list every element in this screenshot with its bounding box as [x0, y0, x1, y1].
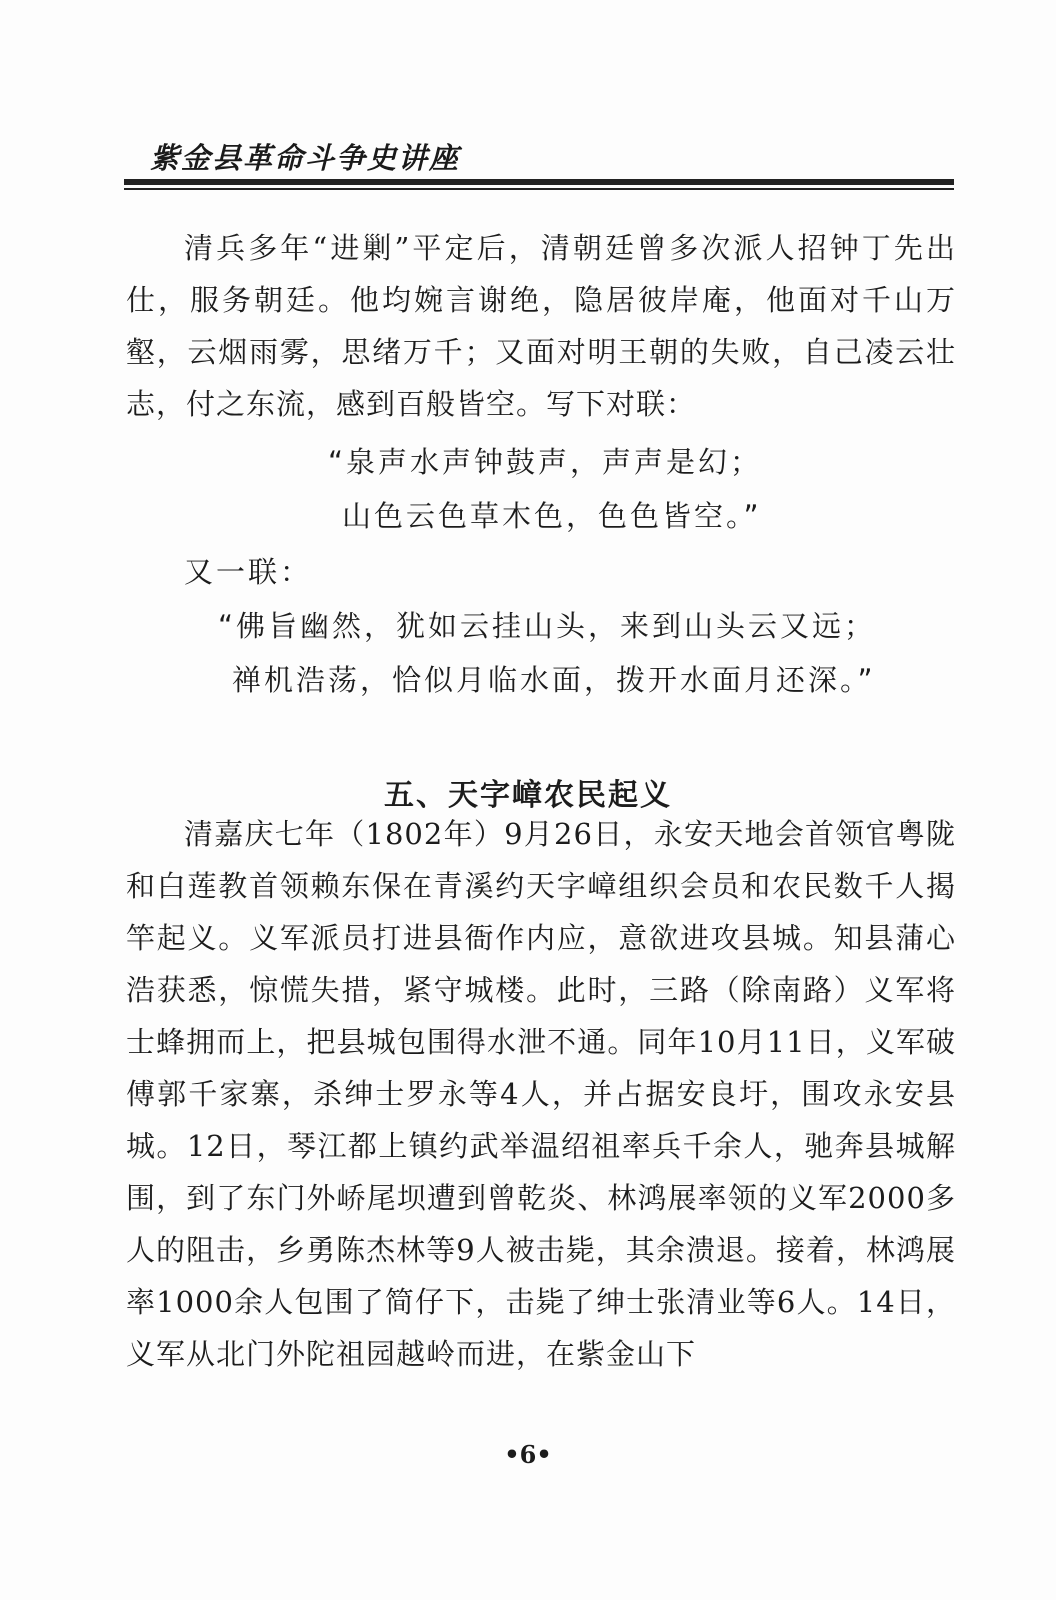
paragraph-2: 清嘉庆七年（1802年）9月26日，永安天地会首领官粤陇和白莲教首领赖东保在青溪约天字嶂组织会员和农民数千人揭竿起义。义军派员打进县衙作内应，意欲进攻县城。知县蒲心浩获悉，惊慌失措，紧守城楼。此时，三路（除南路）义军将士蜂拥而上，把县城包围得水泄不通。同年10月11日，义军破傅郭千家寨，杀绅士罗永等4人，并占据安良圩，围攻永安县城。12日，琴江都上镇约武举温绍祖率兵千余人，驰奔县城解围，到了东门外峤尾坝遭到曾乾炎、林鸿展率领的义军2000多人的阻击，乡勇陈杰林等9人被击毙，其余溃退。接着，林鸿展率1000余人包围了简仔下，击毙了绅士张清业等6人。14日，义军从北门外陀祖园越岭而进，在紫金山下	[126, 817, 956, 1371]
header-rule-thick	[124, 179, 954, 185]
couplet-2-line-2: 禅机浩荡，恰似月临水面，拨开水面月还深。”	[232, 663, 876, 697]
body-block-1	[126, 222, 956, 430]
body-block-2	[126, 808, 956, 1380]
running-header-title: 紫金县革命斗争史讲座	[150, 141, 461, 175]
couplet-1-line-1: “泉声水声钟鼓声，声声是幻；	[328, 445, 763, 479]
couplet-2-line-1: “佛旨幽然，犹如云挂山头，来到山头云又远；	[218, 609, 877, 643]
paragraph-1: 清兵多年“进剿”平定后，清朝廷曾多次派人招钟丁先出仕，服务朝廷。他均婉言谢绝，隐居彼岸庵，他面对千山万壑，云烟雨雾，思绪万千；又面对明王朝的失败，自己凌云壮志，付之东流，感到百般皆空。写下对联：	[126, 231, 956, 421]
header-rule-thin	[124, 188, 954, 190]
page-number: •6•	[504, 1440, 552, 1469]
couplet-2-intro: 又一联：	[184, 555, 313, 589]
couplet-1-line-2: 山色云色草木色，色色皆空。”	[342, 499, 762, 533]
section-heading: 五、天字嶂农民起义	[384, 778, 672, 813]
